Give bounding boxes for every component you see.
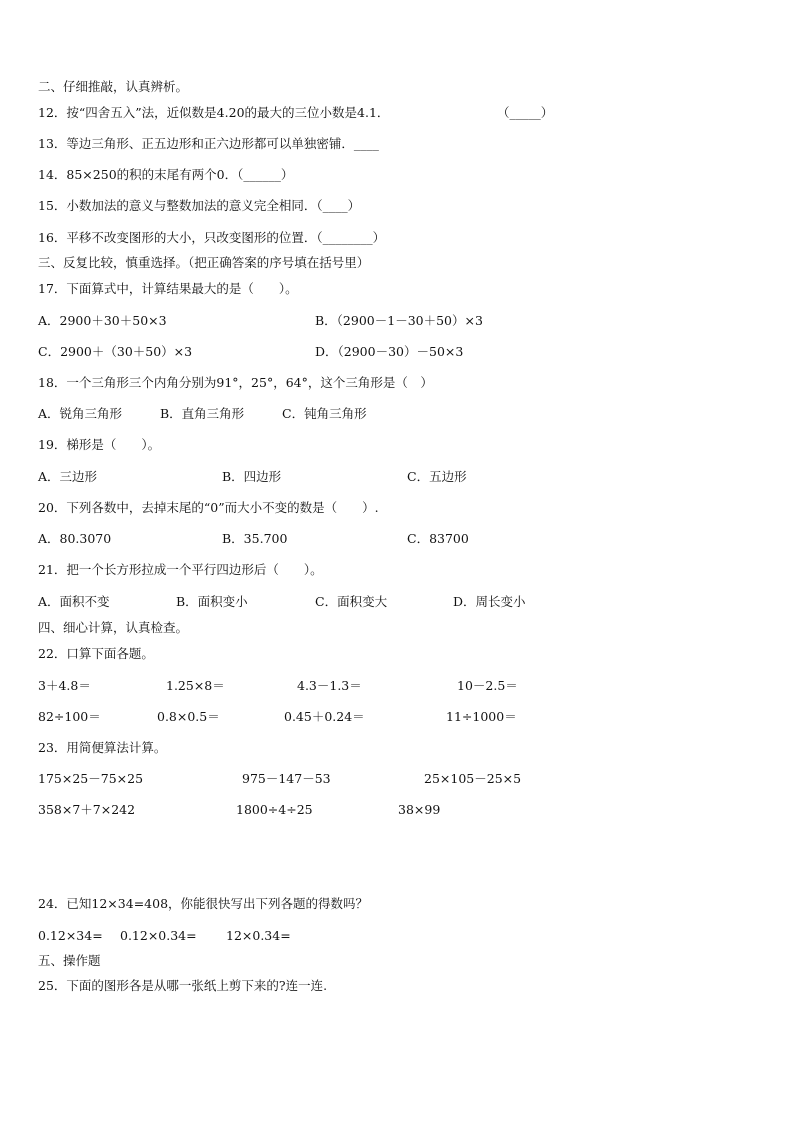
question-18-option-a[interactable]: A．锐角三角形 xyxy=(38,406,123,421)
question-18-option-b[interactable]: B．直角三角形 xyxy=(160,406,245,421)
question-20-stem: 20．下列各数中，去掉末尾的“0”而大小不变的数是（ ）. xyxy=(38,500,379,515)
section-heading-calc: 四、细心计算，认真检查。 xyxy=(38,620,189,635)
question-21-option-d[interactable]: D．周长变小 xyxy=(453,594,526,609)
question-25-stem: 25．下面的图形各是从哪一张纸上剪下来的?连一连. xyxy=(38,978,328,993)
question-13: 13．等边三角形、正五边形和正六边形都可以单独密铺．____ xyxy=(38,136,379,151)
question-20-option-a[interactable]: A．80.3070 xyxy=(38,531,112,546)
question-24-item: 0.12×34= xyxy=(38,928,103,943)
question-17-option-c[interactable]: C．2900＋（30＋50）×3 xyxy=(38,344,193,359)
question-19-stem: 19．梯形是（ ）。 xyxy=(38,437,161,452)
question-21-stem: 21．把一个长方形拉成一个平行四边形后（ ）。 xyxy=(38,562,323,577)
question-22-item: 4.3－1.3＝ xyxy=(297,678,362,693)
question-22-item: 0.8×0.5＝ xyxy=(157,709,220,724)
question-23-item: 358×7＋7×242 xyxy=(38,802,136,817)
section-heading-choice: 三、反复比较，慎重选择。（把正确答案的序号填在括号里） xyxy=(38,255,370,270)
question-14: 14．85×250的积的末尾有两个0．（______） xyxy=(38,167,294,182)
question-22-item: 3＋4.8＝ xyxy=(38,678,91,693)
question-17-option-b[interactable]: B．（2900－1－30＋50）×3 xyxy=(315,313,483,328)
question-15: 15．小数加法的意义与整数加法的意义完全相同．（____） xyxy=(38,198,361,213)
question-19-option-a[interactable]: A．三边形 xyxy=(38,469,98,484)
question-19-option-b[interactable]: B．四边形 xyxy=(222,469,282,484)
question-19-option-c[interactable]: C．五边形 xyxy=(407,469,467,484)
question-22-item: 1.25×8＝ xyxy=(166,678,225,693)
question-22-item: 82÷100＝ xyxy=(38,709,101,724)
question-22-stem: 22．口算下面各题。 xyxy=(38,646,154,661)
question-22-item: 10－2.5＝ xyxy=(457,678,518,693)
question-24-stem: 24．已知12×34=408，你能很快写出下列各题的得数吗？ xyxy=(38,896,369,911)
section-heading-judge: 二、仔细推敲，认真辨析。 xyxy=(38,79,189,94)
question-24-item: 12×0.34= xyxy=(226,928,291,943)
question-21-option-a[interactable]: A．面积不变 xyxy=(38,594,110,609)
question-24-item: 0.12×0.34= xyxy=(120,928,197,943)
question-22-item: 0.45＋0.24＝ xyxy=(284,709,365,724)
question-12: 12．按“四舍五入”法，近似数是4.20的最大的三位小数是4.1． xyxy=(38,105,390,120)
question-21-option-b[interactable]: B．面积变小 xyxy=(176,594,248,609)
question-20-option-b[interactable]: B．35.700 xyxy=(222,531,288,546)
question-18-stem: 18．一个三角形三个内角分别为91°，25°，64°，这个三角形是（ ） xyxy=(38,375,433,390)
question-16: 16．平移不改变图形的大小，只改变图形的位置．（________） xyxy=(38,230,386,245)
question-23-stem: 23．用简便算法计算。 xyxy=(38,740,167,755)
question-23-item: 975－147－53 xyxy=(242,771,331,786)
question-20-option-c[interactable]: C．83700 xyxy=(407,531,469,546)
question-23-item: 1800÷4÷25 xyxy=(236,802,313,817)
question-22-item: 11÷1000＝ xyxy=(446,709,517,724)
question-23-item: 175×25－75×25 xyxy=(38,771,144,786)
question-17-stem: 17．下面算式中，计算结果最大的是（ ）。 xyxy=(38,281,298,296)
question-12-answer-blank[interactable]: （_____） xyxy=(497,105,554,120)
question-23-item: 25×105－25×5 xyxy=(424,771,522,786)
question-18-option-c[interactable]: C．钝角三角形 xyxy=(282,406,367,421)
question-23-item: 38×99 xyxy=(398,802,441,817)
section-heading-operate: 五、操作题 xyxy=(38,953,101,968)
question-17-option-d[interactable]: D．（2900－30）－50×3 xyxy=(315,344,464,359)
question-17-option-a[interactable]: A．2900＋30＋50×3 xyxy=(38,313,167,328)
question-21-option-c[interactable]: C．面积变大 xyxy=(315,594,388,609)
